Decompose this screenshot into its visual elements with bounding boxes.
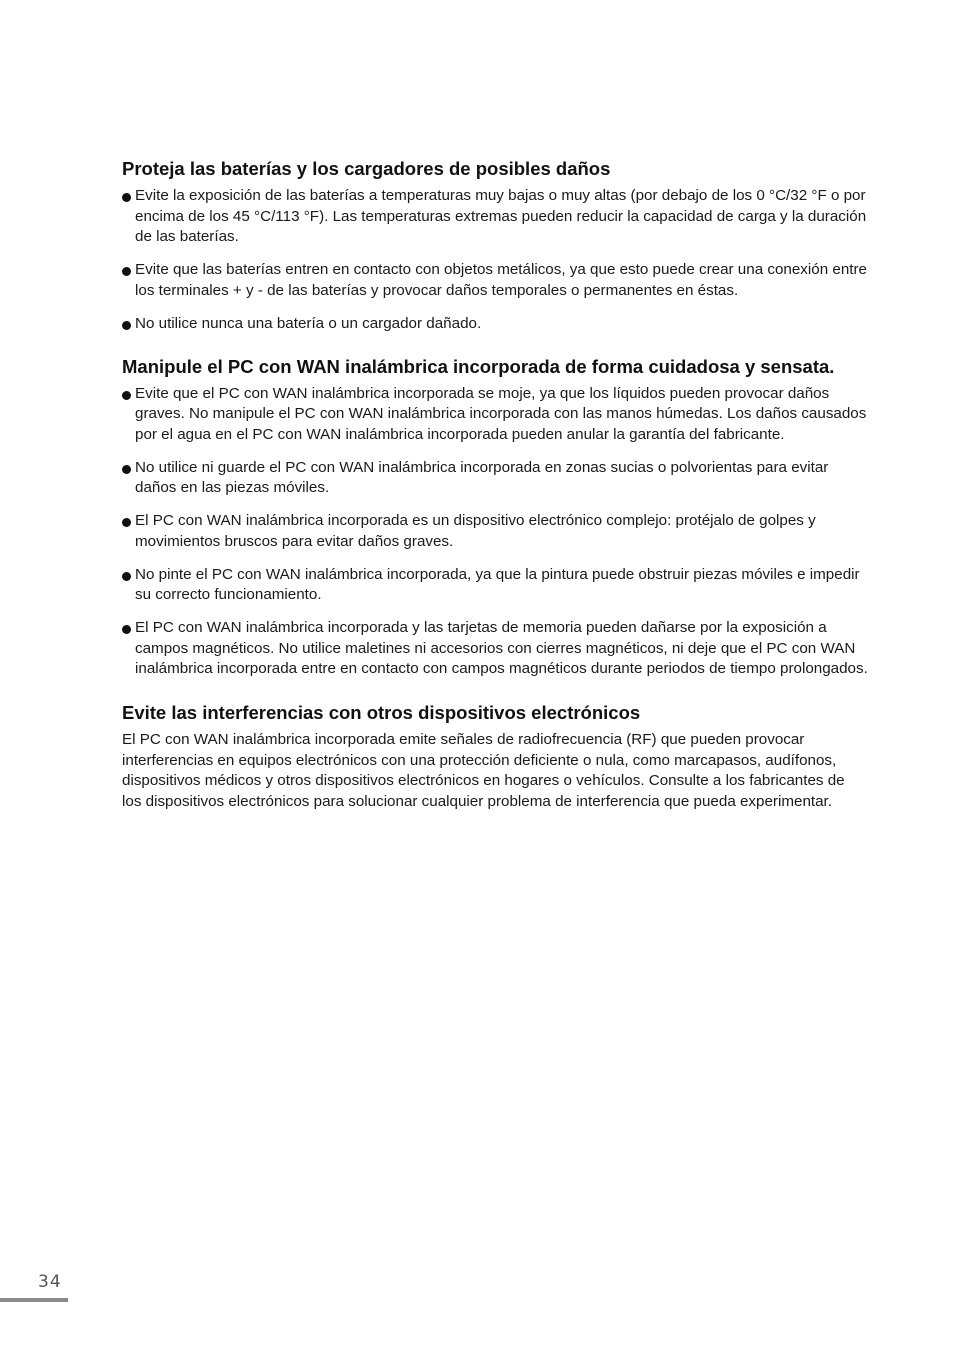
list-item-text: Evite que el PC con WAN inalámbrica incorporada se moje, ya que los líquidos pueden provocar daños graves. No manipule el PC con WAN inalámbrica incorporada con las manos húmedas. Los daños causados por el agua en el PC con WAN inalámbrica incorporada pueden anular la garantía del fabricante. [135, 384, 867, 443]
list-item [122, 260, 868, 301]
list-item-text: No utilice ni guarde el PC con WAN inalámbrica incorporada en zonas sucias o polvorientas para evitar daños en las piezas móviles. [135, 458, 829, 496]
list-item-text: No utilice nunca una batería o un cargador dañado. [135, 314, 482, 332]
bullet-list [122, 186, 868, 334]
section-interference [122, 701, 868, 812]
bullet-dot-icon [122, 193, 131, 202]
bullet-dot-icon [122, 518, 131, 527]
list-item-text: El PC con WAN inalámbrica incorporada es un dispositivo electrónico complejo: protéjalo de golpes y movimientos bruscos para evitar daños graves. [135, 512, 816, 550]
list-item-text: Evite que las baterías entren en contacto con objetos metálicos, ya que esto puede crear una conexión entre los terminales + y - de las baterías y provocar daños temporales o permanentes en éstas. [135, 261, 867, 299]
list-item [122, 314, 868, 335]
list-item [122, 186, 868, 248]
section-heading: Proteja las baterías y los cargadores de posibles daños [122, 158, 611, 179]
section-heading: Manipule el PC con WAN inalámbrica incorporada de forma cuidadosa y sensata. [122, 355, 835, 377]
document-body [122, 157, 868, 812]
list-item [122, 618, 868, 680]
page-number: 34 [38, 1272, 62, 1292]
bullet-list [122, 384, 868, 680]
list-item [122, 565, 868, 606]
bullet-dot-icon [122, 321, 131, 330]
list-item [122, 511, 868, 552]
page-number-rule [0, 1298, 68, 1302]
section-careful-handling [122, 355, 868, 680]
list-item-text: El PC con WAN inalámbrica incorporada y las tarjetas de memoria pueden dañarse por la exposición a campos magnéticos. No utilice maletines ni accesorios con cierres magnéticos, ni deje que el PC con WAN inalámbrica incorporada entre en contacto con campos magnéticos durante periodos de tiempo prolongados. [135, 619, 868, 677]
list-item-text: No pinte el PC con WAN inalámbrica incorporada, ya que la pintura puede obstruir piezas móviles e impedir su correcto funcionamiento. [135, 565, 860, 603]
list-item [122, 458, 868, 499]
list-item [122, 384, 868, 446]
section-paragraph: El PC con WAN inalámbrica incorporada emite señales de radiofrecuencia (RF) que pueden provocar interferencias en equipos electrónicos con una protección deficiente o nula, como marcapasos, audífonos, dispositivos médicos y otros dispositivos electrónicos en hogares o vehículos. Consulte a los fabricantes de los dispositivos electrónicos para solucionar cualquier problema de interferencia que pueda experimentar. [122, 731, 845, 810]
bullet-dot-icon [122, 625, 131, 634]
bullet-dot-icon [122, 267, 131, 276]
list-item-text: Evite la exposición de las baterías a temperaturas muy bajas o muy altas (por debajo de los 0 °C/32 °F o por encima de los 45 °C/113 °F). Las temperaturas extremas pueden reducir la capacidad de carga y la duración de las baterías. [135, 187, 867, 245]
section-heading: Evite las interferencias con otros dispositivos electrónicos [122, 702, 641, 723]
bullet-dot-icon [122, 572, 131, 581]
section-battery-protection [122, 157, 868, 334]
bullet-dot-icon [122, 391, 131, 400]
bullet-dot-icon [122, 465, 131, 474]
